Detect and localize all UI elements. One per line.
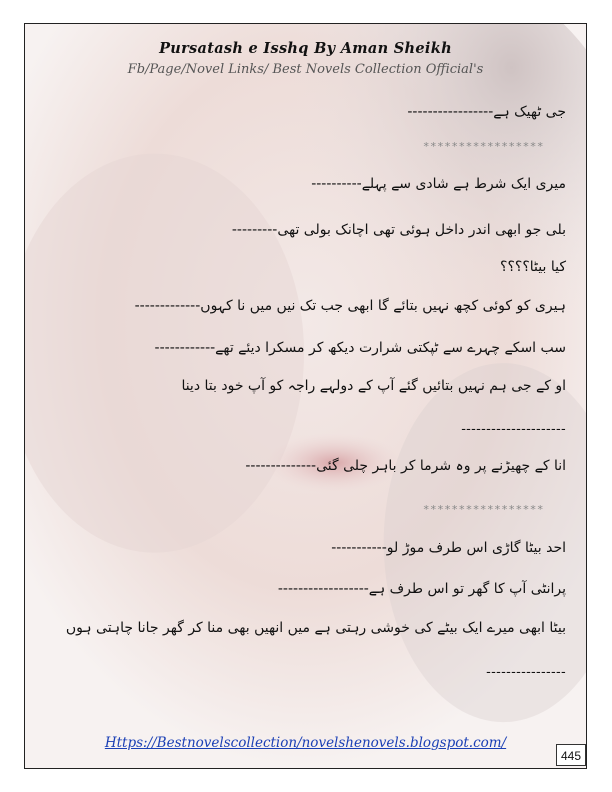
page-number: 445 <box>556 744 586 766</box>
text-line-1: جی ٹھیک ہے----------------- <box>407 104 566 120</box>
text-line-5: ہیری کو کوئی کچھ نہیں بتائے گا ابھی جب تک نیں میں نا کہوں------------- <box>134 298 566 314</box>
header-title: Pursatash e Isshq By Aman Sheikh <box>159 40 452 57</box>
page <box>24 23 587 769</box>
text-line-2: میری ایک شرط ہے شادی سے پہلے---------- <box>311 176 566 192</box>
text-line-11: بیٹا ابھی میرے ایک بیٹے کی خوشی رہتی ہے میں انھیں بھی منا کر گھر جانا چاہتی ہوں <box>65 620 566 636</box>
separator-dashes-2: ---------------- <box>486 665 566 680</box>
text-line-3: بلی جو ابھی اندر داخل ہوئی تھی اچانک بولی تھی--------- <box>231 222 566 238</box>
header-subtitle: Fb/Page/Novel Links/ Best Novels Collection Official's <box>127 62 484 77</box>
text-line-9: احد بیٹا گاڑی اس طرف موڑ لو----------- <box>331 540 566 556</box>
separator-dashes-1: --------------------- <box>461 422 566 437</box>
text-line-6: سب اسکے چہرے سے ٹپکتی شرارت دیکھ کر مسکرا دیئے تھے------------ <box>154 340 566 356</box>
separator-stars-2: ***************** <box>422 503 544 516</box>
text-line-10: پرانٹی آپ کا گھر تو اس طرف ہے------------------ <box>277 581 566 597</box>
text-line-7: او کے جی ہم نہیں بتائیں گئے آپ کے دولہے راجہ کو آپ خود بتا دینا <box>181 378 566 394</box>
footer-link[interactable]: Https://Bestnovelscollection/novelshenovels.blogspot.com/ <box>104 735 507 751</box>
text-line-8: انا کے چھیڑنے پر وہ شرما کر باہر چلی گئی-------------- <box>245 458 566 474</box>
text-line-4: کیا بیٹا؟؟؟؟ <box>500 259 566 275</box>
separator-stars-1: ***************** <box>422 140 544 153</box>
